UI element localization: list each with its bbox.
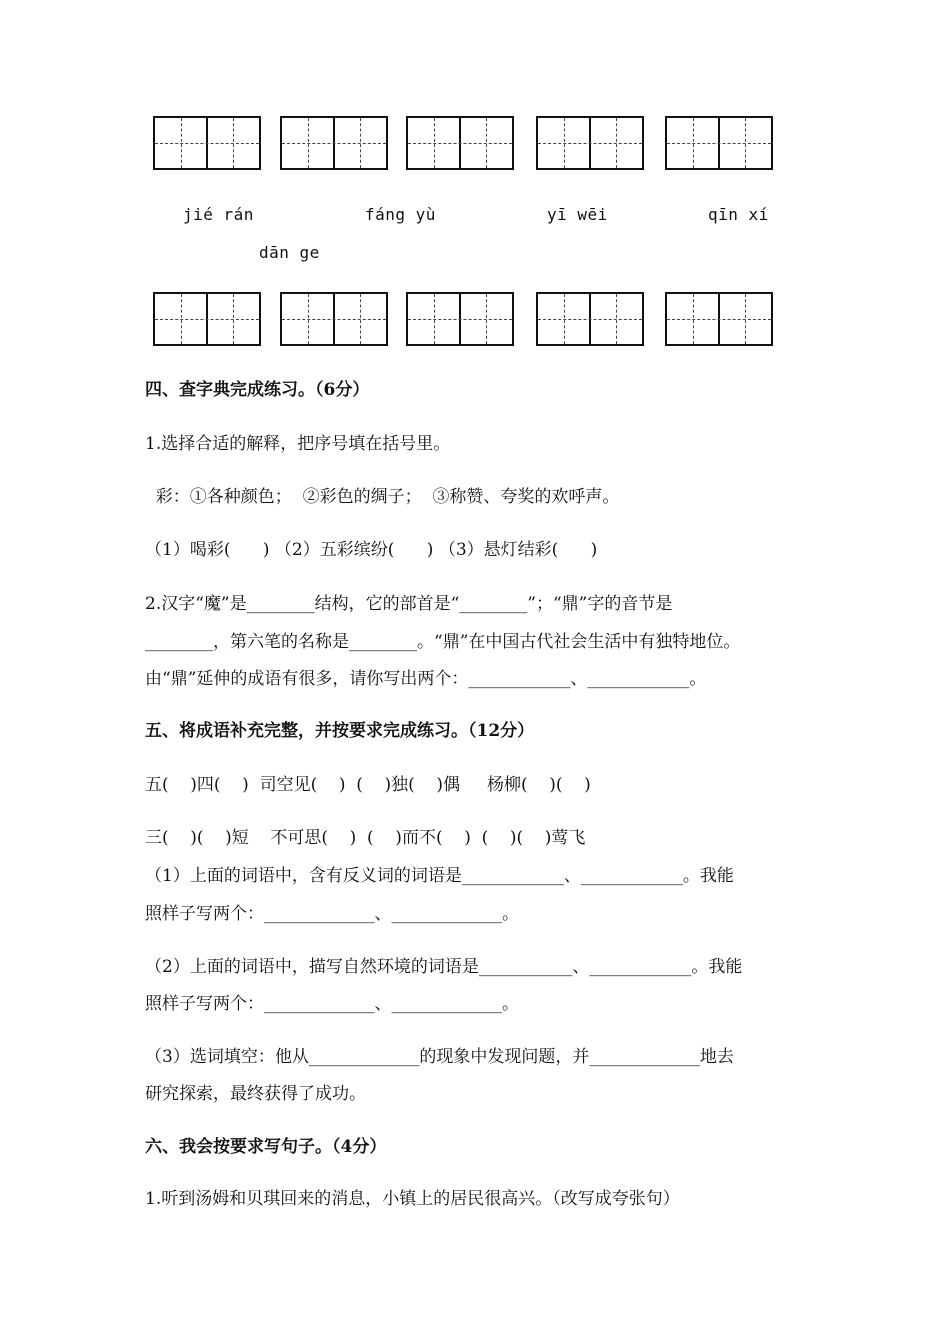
question-text[interactable]: 照样子写两个：_____________、_____________。 — [145, 994, 519, 1014]
pinyin-label: qīn xí — [708, 205, 769, 224]
writing-grid[interactable] — [665, 116, 773, 170]
writing-grid[interactable] — [665, 292, 773, 346]
question-text[interactable]: ________，第六笔的名称是________。“鼎”在中国古代社会生活中有独特地位。 — [145, 632, 741, 652]
section-6-title: 六、我会按要求写句子。（4分） — [145, 1137, 387, 1157]
writing-grid[interactable] — [280, 292, 388, 346]
pinyin-label: fáng yù — [365, 205, 436, 224]
idiom-row[interactable]: 三( )( )短 不可思( ) ( )而不( ) ( )( )莺飞 — [145, 828, 586, 848]
question-text: 1.选择合适的解释，把序号填在括号里。 — [145, 434, 451, 454]
writing-grid[interactable] — [406, 116, 514, 170]
question-text[interactable]: （1）上面的词语中，含有反义词的词语是____________、____________。我能 — [145, 866, 734, 886]
section-4-title: 四、查字典完成练习。（6分） — [145, 380, 370, 400]
writing-grid[interactable] — [280, 116, 388, 170]
question-items[interactable]: （1）喝彩( ) （2）五彩缤纷( ) （3）悬灯结彩( ) — [145, 540, 598, 560]
writing-grid[interactable] — [536, 116, 644, 170]
question-text: 1.听到汤姆和贝琪回来的消息，小镇上的居民很高兴。（改写成夸张句） — [145, 1189, 680, 1209]
question-text[interactable]: 照样子写两个：_____________、_____________。 — [145, 904, 519, 924]
question-text[interactable]: （3）选词填空：他从_____________的现象中发现问题，并_____________地去 — [145, 1047, 734, 1067]
question-text: 研究探索，最终获得了成功。 — [145, 1084, 366, 1104]
pinyin-label: dān ge — [259, 243, 320, 262]
section-5-title: 五、将成语补充完整，并按要求完成练习。（12分） — [145, 721, 535, 741]
writing-grid[interactable] — [153, 116, 261, 170]
writing-grid[interactable] — [153, 292, 261, 346]
writing-grid[interactable] — [406, 292, 514, 346]
question-text[interactable]: （2）上面的词语中，描写自然环境的词语是___________、____________。我能 — [145, 957, 743, 977]
pinyin-label: jié rán — [183, 205, 254, 224]
pinyin-label: yī wēi — [547, 205, 608, 224]
writing-grid[interactable] — [536, 292, 644, 346]
question-text[interactable]: 2.汉字“魔”是________结构，它的部首是“________”；“鼎”字的音节是 — [145, 594, 673, 614]
question-text[interactable]: 由“鼎”延伸的成语有很多，请你写出两个：____________、____________。 — [145, 669, 707, 689]
question-text: 彩：①各种颜色； ②彩色的绸子； ③称赞、夸奖的欢呼声。 — [145, 487, 620, 507]
idiom-row[interactable]: 五( )四( ) 司空见( ) ( )独( )偶 杨柳( )( ) — [145, 775, 591, 795]
